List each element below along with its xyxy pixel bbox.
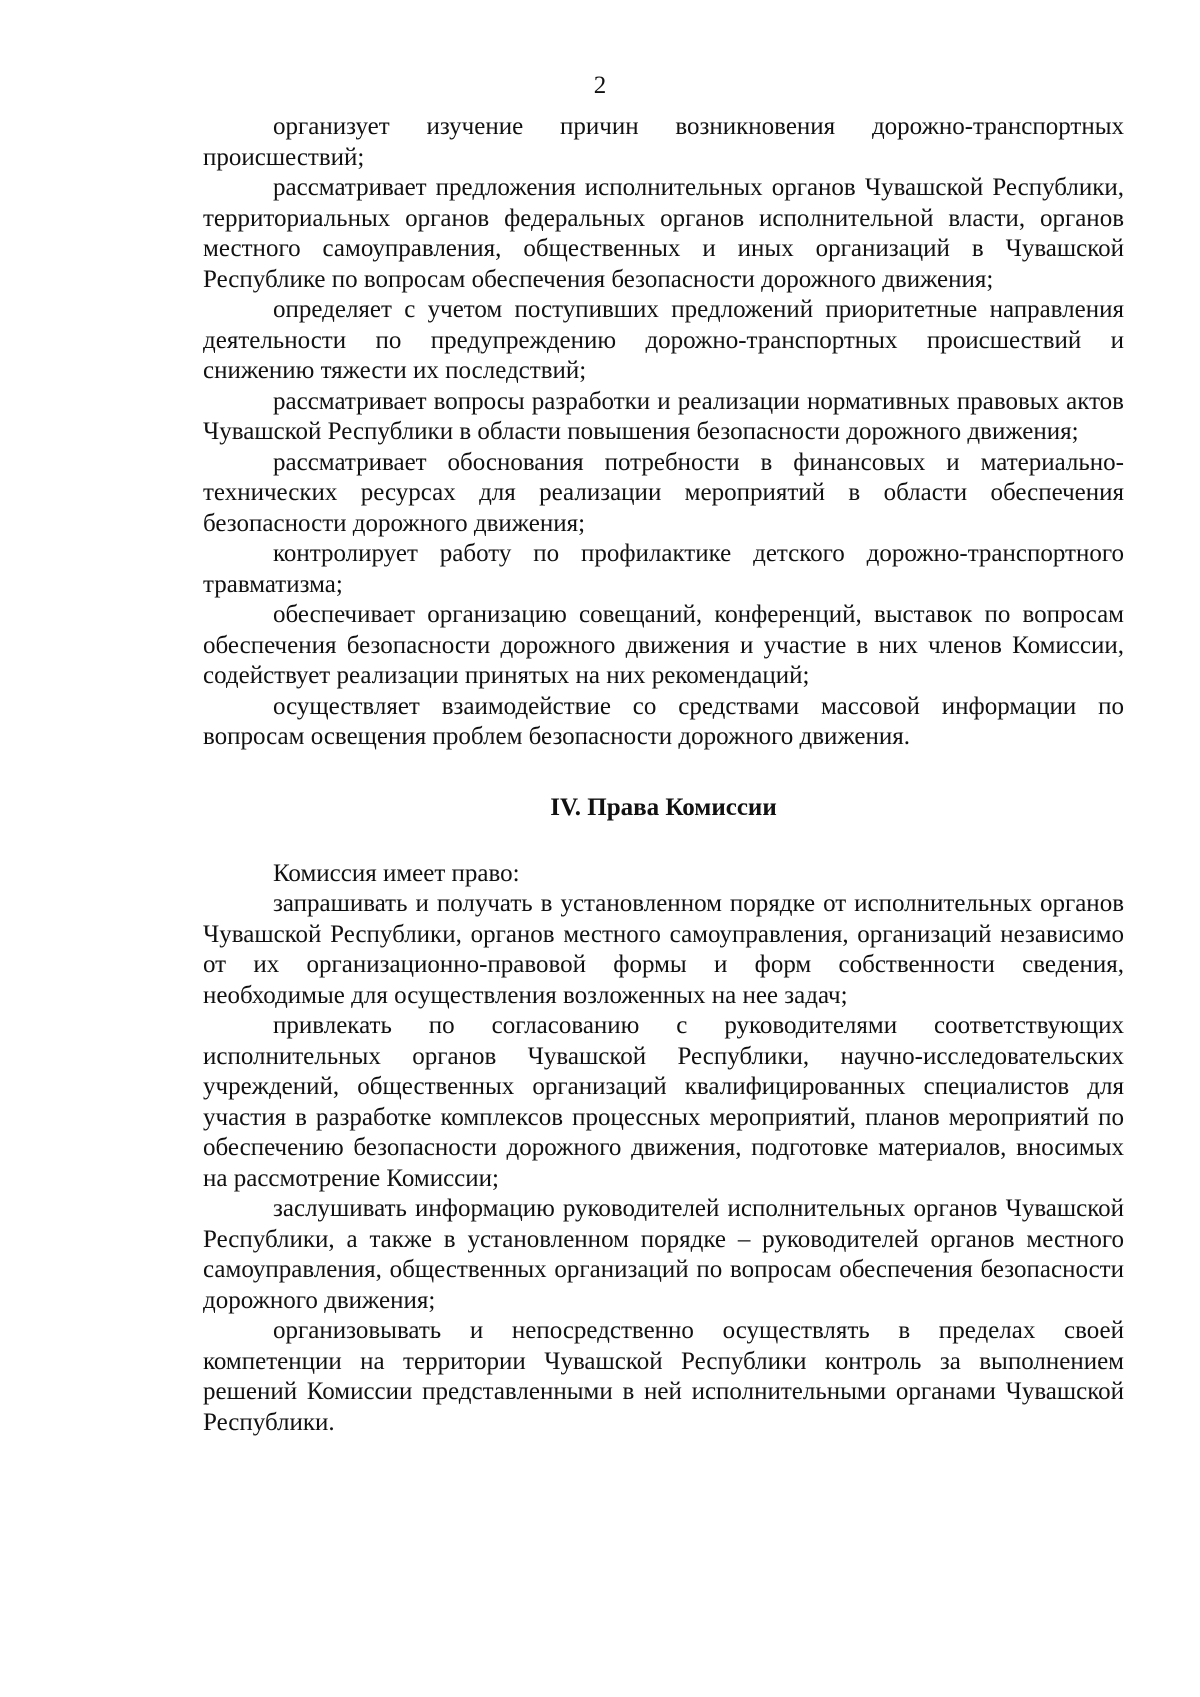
section-heading-commission-rights: IV. Права Комиссии xyxy=(550,793,777,821)
paragraph-hear-reports: заслушивать информацию руководителей исполнительных органов Чувашской Республики, а также в установленном порядке – руководителей органов местного самоуправления, общественных организаций по вопросам обеспечения безопасности дорожного движения; xyxy=(203,1195,1124,1314)
document-body xyxy=(203,112,1124,1438)
paragraph-engage-specialists: привлекать по согласованию с руководителями соответствующих исполнительных органов Чувашской Республики, научно-исследовательских учреждений, общественных организаций квалифицированных специалистов для участия в разработке комплексов процессных мероприятий, планов мероприятий по обеспечению безопасности дорожного движения, подготовке материалов, вносимых на рассмотрение Комиссии; xyxy=(203,1012,1124,1192)
paragraph-request-information: запрашивать и получать в установленном порядке от исполнительных органов Чувашской Республики, органов местного самоуправления, организаций независимо от их организационно-правовой формы и форм собственности сведения, необходимые для осуществления возложенных на нее задач; xyxy=(203,890,1124,1009)
paragraph-resource-needs: рассматривает обоснования потребности в финансовых и материально-технических ресурсах для реализации мероприятий в области обеспечения безопасности дорожного движения; xyxy=(203,448,1124,537)
paragraph-child-injury-prevention: контролирует работу по профилактике детского дорожно-транспортного травматизма; xyxy=(203,540,1124,598)
page-number: 2 xyxy=(593,72,607,99)
paragraph-study-causes: организует изучение причин возникновения дорожно-транспортных происшествий; xyxy=(203,113,1124,171)
paragraph-media-interaction: осуществляет взаимодействие со средствами массовой информации по вопросам освещения проблем безопасности дорожного движения. xyxy=(203,692,1124,750)
paragraph-legal-acts: рассматривает вопросы разработки и реализации нормативных правовых актов Чувашской Республики в области повышения безопасности дорожного движения; xyxy=(203,387,1124,445)
paragraph-review-proposals: рассматривает предложения исполнительных органов Чувашской Республики, территориальных органов федеральных органов исполнительной власти, органов местного самоуправления, общественных и иных организаций в Чувашской Республике по вопросам обеспечения безопасности дорожного движения; xyxy=(203,174,1124,293)
paragraph-commission-has-right: Комиссия имеет право: xyxy=(273,859,520,887)
paragraph-control-decisions: организовывать и непосредственно осуществлять в пределах своей компетенции на территории Чувашской Республики контроль за выполнением решений Комиссии представленными в ней исполнительными органами Чувашской Республики. xyxy=(203,1317,1124,1436)
paragraph-meetings-conferences: обеспечивает организацию совещаний, конференций, выставок по вопросам обеспечения безопасности дорожного движения и участие в них членов Комиссии, содействует реализации принятых на них рекомендаций; xyxy=(203,601,1124,689)
paragraph-priority-directions: определяет с учетом поступивших предложений приоритетные направления деятельности по предупреждению дорожно-транспортных происшествий и снижению тяжести их последствий; xyxy=(203,296,1124,384)
